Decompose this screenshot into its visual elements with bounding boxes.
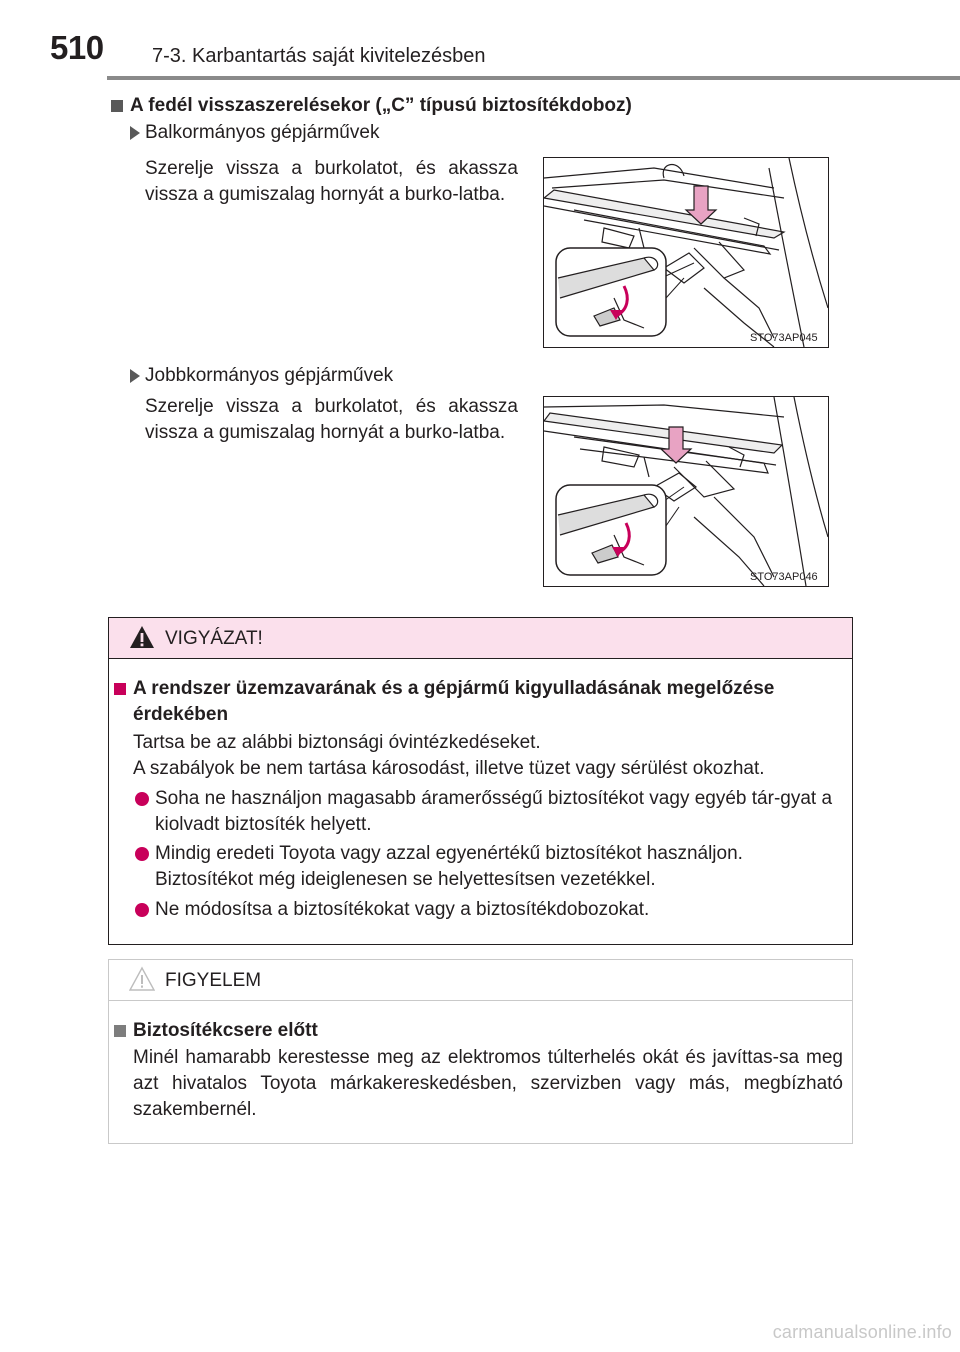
figure-left-hand	[543, 157, 829, 348]
fuse-box-cover-illustration	[544, 397, 828, 586]
triangle-bullet-icon	[130, 126, 140, 140]
caution-label: VIGYÁZAT!	[165, 628, 263, 649]
caution-intro-2: A szabályok be nem tartása károsodást, illetve tüzet vagy sérülést okozhat.	[133, 758, 765, 779]
notice-heading: Biztosítékcsere előtt	[114, 1018, 844, 1044]
round-bullet-icon	[135, 847, 149, 861]
fuse-box-cover-illustration	[544, 158, 828, 347]
caution-intro-1: Tartsa be az alábbi biztonsági óvintézkedéseket.	[133, 732, 541, 753]
caution-bullet-3: Ne módosítsa a biztosítékokat vagy a biztosítékdobozokat.	[135, 897, 845, 923]
triangle-bullet-icon	[130, 369, 140, 383]
subheading-right-hand: Jobbkormányos gépjárművek	[130, 363, 393, 389]
chapter-title: 7-3. Karbantartás saját kivitelezésben	[152, 45, 486, 67]
page-number: 510	[50, 29, 104, 66]
caution-bullet-1: Soha ne használjon magasabb áramerősségű biztosítékot vagy egyéb tár-gyat a kiolvadt biztosíték helyett.	[135, 786, 845, 838]
section-heading: A fedél visszaszerelésekor („C” típusú biztosítékdoboz)	[111, 93, 632, 119]
caution-header	[109, 618, 852, 659]
section-square-icon	[114, 683, 126, 695]
notice-label: FIGYELEM	[165, 970, 262, 991]
figure-code-left: STO73AP045	[750, 332, 818, 344]
instruction-right-hand: Szerelje vissza a burkolatot, és akassza vissza a gumiszalag hornyát a burko-latba.	[145, 396, 518, 443]
watermark: carmanualsonline.info	[772, 1322, 952, 1342]
section-square-icon	[114, 1025, 126, 1037]
section-square-icon	[111, 100, 123, 112]
caution-box	[108, 617, 853, 945]
instruction-left-hand: Szerelje vissza a burkolatot, és akassza vissza a gumiszalag hornyát a burko-latba.	[145, 158, 518, 205]
round-bullet-icon	[135, 903, 149, 917]
notice-box	[108, 959, 853, 1144]
warning-triangle-icon	[129, 966, 155, 992]
caution-heading: A rendszer üzemzavarának és a gépjármű kigyulladásának megelőzése érdekében	[114, 676, 844, 728]
notice-header	[109, 960, 852, 1001]
subheading-left-hand: Balkormányos gépjárművek	[130, 120, 379, 146]
notice-text: Minél hamarabb kerestesse meg az elektromos túlterhelés okát és javíttas-sa meg azt hivatalos Toyota márkakereskedésben, szervizben vagy más, megbízható szakembernél.	[133, 1047, 843, 1120]
caution-bullet-2: Mindig eredeti Toyota vagy azzal egyenértékű biztosítékot használjon. Biztosítékot még ideiglenesen se helyettesítsen vezetékkel.	[135, 841, 845, 893]
header-rule	[107, 76, 960, 80]
figure-code-right: STO73AP046	[750, 571, 818, 583]
figure-right-hand	[543, 396, 829, 587]
warning-triangle-icon	[129, 624, 155, 650]
round-bullet-icon	[135, 792, 149, 806]
